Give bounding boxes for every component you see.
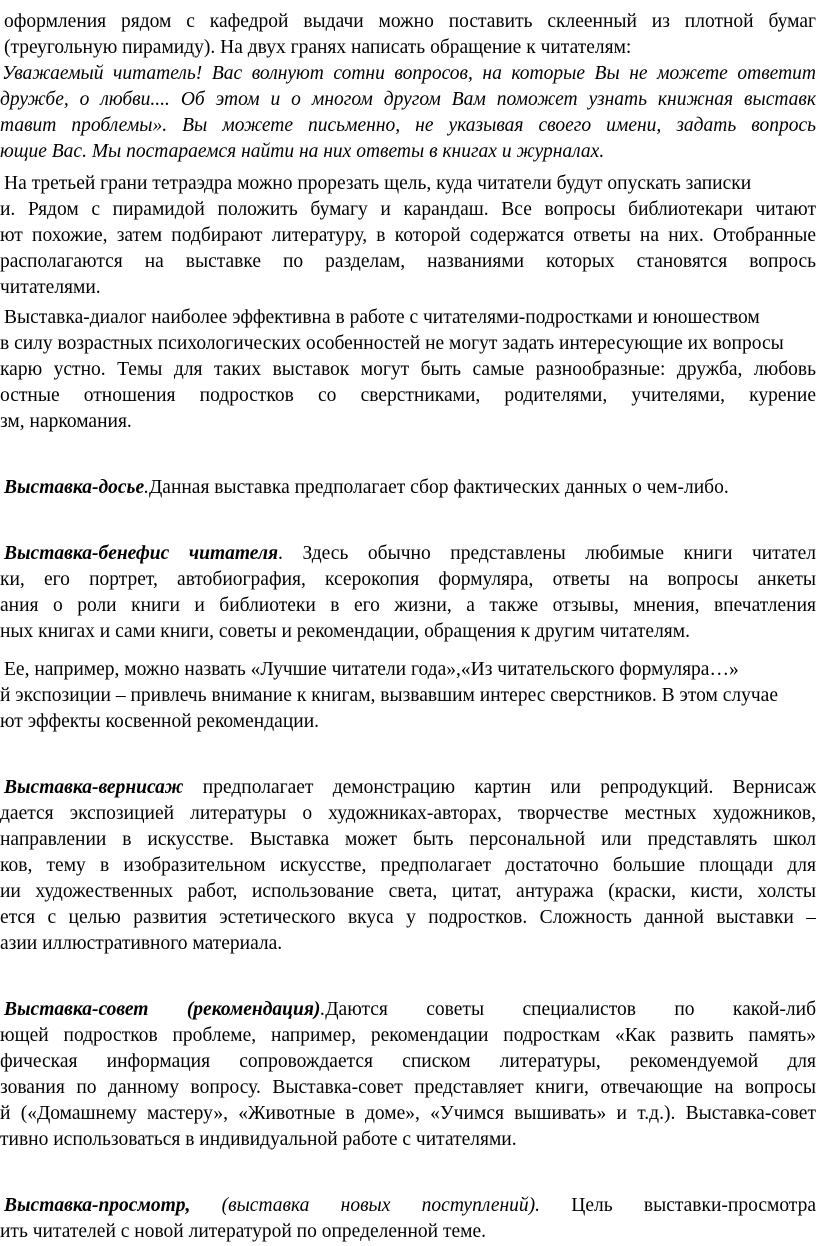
text-line [0,36,816,62]
italic-text: (выставка новых поступлений). [190,1195,541,1216]
text-line [0,776,816,802]
text-line [0,358,816,384]
heading-term: Выставка-совет (рекомендация) [4,999,321,1020]
body-text: оформления рядом с кафедрой выдачи можно поставить склеенный из плотной бумаг [4,11,816,32]
text-line [0,1024,816,1050]
italic-text: Уважаемый читатель! Вас волнуют сотни вопросов, на которые Вы не можете ответит [2,63,816,84]
heading-term: Выставка-бенефис читателя [4,543,279,564]
body-text: читателями. [0,277,101,298]
body-text: ющей подростков проблеме, например, рекомендации подросткам «Как развить память» [0,1025,816,1046]
text-line [0,140,816,166]
text-line [0,710,816,736]
text-line [0,1050,816,1076]
text-line [0,568,816,594]
heading-term: Выставка-досье [4,477,145,498]
body-text: ют эффекты косвенной рекомендации. [0,711,319,732]
body-text: располагаются на выставке по разделам, названиями которых становятся вопрось [0,251,816,272]
body-text: й («Домашнему мастеру», «Животные в доме», «Учимся вышивать» и т.д.). Выставка-совет [0,1103,816,1124]
text-line [0,1076,816,1102]
body-text: (треугольную пирамиду). На двух гранях написать обращение к читателям: [4,37,632,58]
body-text: ания о роли книги и библиотеки в его жизни, а также отзывы, мнения, впечатления [0,595,816,616]
italic-text: тавит проблемы». Вы можете письменно, не указывая своего имени, задать вопрось [0,115,816,136]
body-text: зм, наркомания. [0,411,132,432]
text-line [0,306,816,332]
body-text: ных книгах и сами книги, советы и рекомендации, обращения к другим читателям. [0,621,690,642]
text-line [0,88,816,114]
body-text: ии художественных работ, использование света, цитат, антуража (краски, кисти, холсты [0,881,816,902]
text-line [0,172,816,198]
body-text: й экспозиции – привлечь внимание к книгам, вызвавшим интерес сверстников. В этом случае [0,685,778,706]
text-line [0,224,816,250]
text-line [0,906,816,932]
body-text: ки, его портрет, автобиография, ксерокопия формуляра, ответы на вопросы анкеты [0,569,816,590]
text-line [0,932,816,958]
body-text: фическая информация сопровождается списком литературы, рекомендуемой для [0,1051,816,1072]
body-text: Ее, например, можно назвать «Лучшие читатели года»,«Из читательского формуляра…» [4,659,739,680]
body-text: ется с целью развития эстетического вкуса у подростков. Сложность данной выставки – [0,907,816,928]
italic-text: ющие Вас. Мы постараемся найти на них ответы в книгах и журналах. [0,141,605,162]
body-text: зования по данному вопросу. Выставка-совет представляет книги, отвечающие на вопросы [0,1077,816,1098]
heading-term: Выставка-просмотр, [4,1195,191,1216]
text-line [0,880,816,906]
text-line [0,854,816,880]
body-text: и. Рядом с пирамидой положить бумагу и карандаш. Все вопросы библиотекари читают [0,199,816,220]
italic-text: . [320,999,326,1020]
text-line [0,114,816,140]
text-line [0,1194,816,1220]
text-line [0,828,816,854]
body-text: дается экспозицией литературы о художниках-авторах, творчестве местных художников, [0,803,816,824]
body-text: в силу возрастных психологических особенностей не могут задать интересующие их вопросы [0,333,784,354]
text-line [0,62,816,88]
text-line [0,1102,816,1128]
body-text: ить читателей с новой литературой по определенной теме. [0,1221,487,1242]
text-line [0,620,816,646]
body-text: Данная выставка предполагает сбор фактических данных о чем-либо. [148,477,729,498]
body-text: остные отношения подростков со сверстниками, родителями, учителями, курение [0,385,816,406]
body-text: . Здесь обычно представлены любимые книги читател [278,543,816,564]
text-line [0,276,816,302]
text-line [0,542,816,568]
heading-term: Выставка-вернисаж [4,777,184,798]
text-line [0,658,816,684]
body-text: На третьей грани тетраэдра можно прорезать щель, куда читатели будут опускать записки [4,173,752,194]
text-line [0,476,816,502]
italic-text: дружбе, о любви.... Об этом и о многом другом Вам поможет узнать книжная выставк [0,89,816,110]
body-text: карю устно. Темы для таких выставок могут быть самые разнообразные: дружба, любовь [0,359,816,380]
text-line [0,802,816,828]
body-text: Выставка-диалог наиболее эффективна в работе с читателями-подростками и юношеством [4,307,760,328]
text-line [0,594,816,620]
text-line [0,332,816,358]
body-text: предполагает демонстрацию картин или репродукций. Вернисаж [183,777,816,798]
text-line [0,10,816,36]
text-line [0,198,816,224]
body-text: ют похожие, затем подбирают литературу, в которой содержатся ответы на них. Отобранные [0,225,816,246]
body-text: направлении в искусстве. Выставка может быть персональной или представлять школ [0,829,816,850]
text-line [0,410,816,436]
body-text: Цель выставки-просмотра [540,1195,816,1216]
text-line [0,250,816,276]
body-text: тивно использоваться в индивидуальной работе с читателями. [0,1129,517,1150]
text-line [0,384,816,410]
body-text: ков, тему в изобразительном искусстве, предполагает достаточно большие площади для [0,855,816,876]
italic-text: . [144,477,149,498]
body-text: Даются советы специалистов по какой-либ [325,999,816,1020]
text-line [0,998,816,1024]
text-line [0,1220,816,1246]
text-line [0,684,816,710]
body-text: азии иллюстративного материала. [0,933,283,954]
text-line [0,1128,816,1154]
